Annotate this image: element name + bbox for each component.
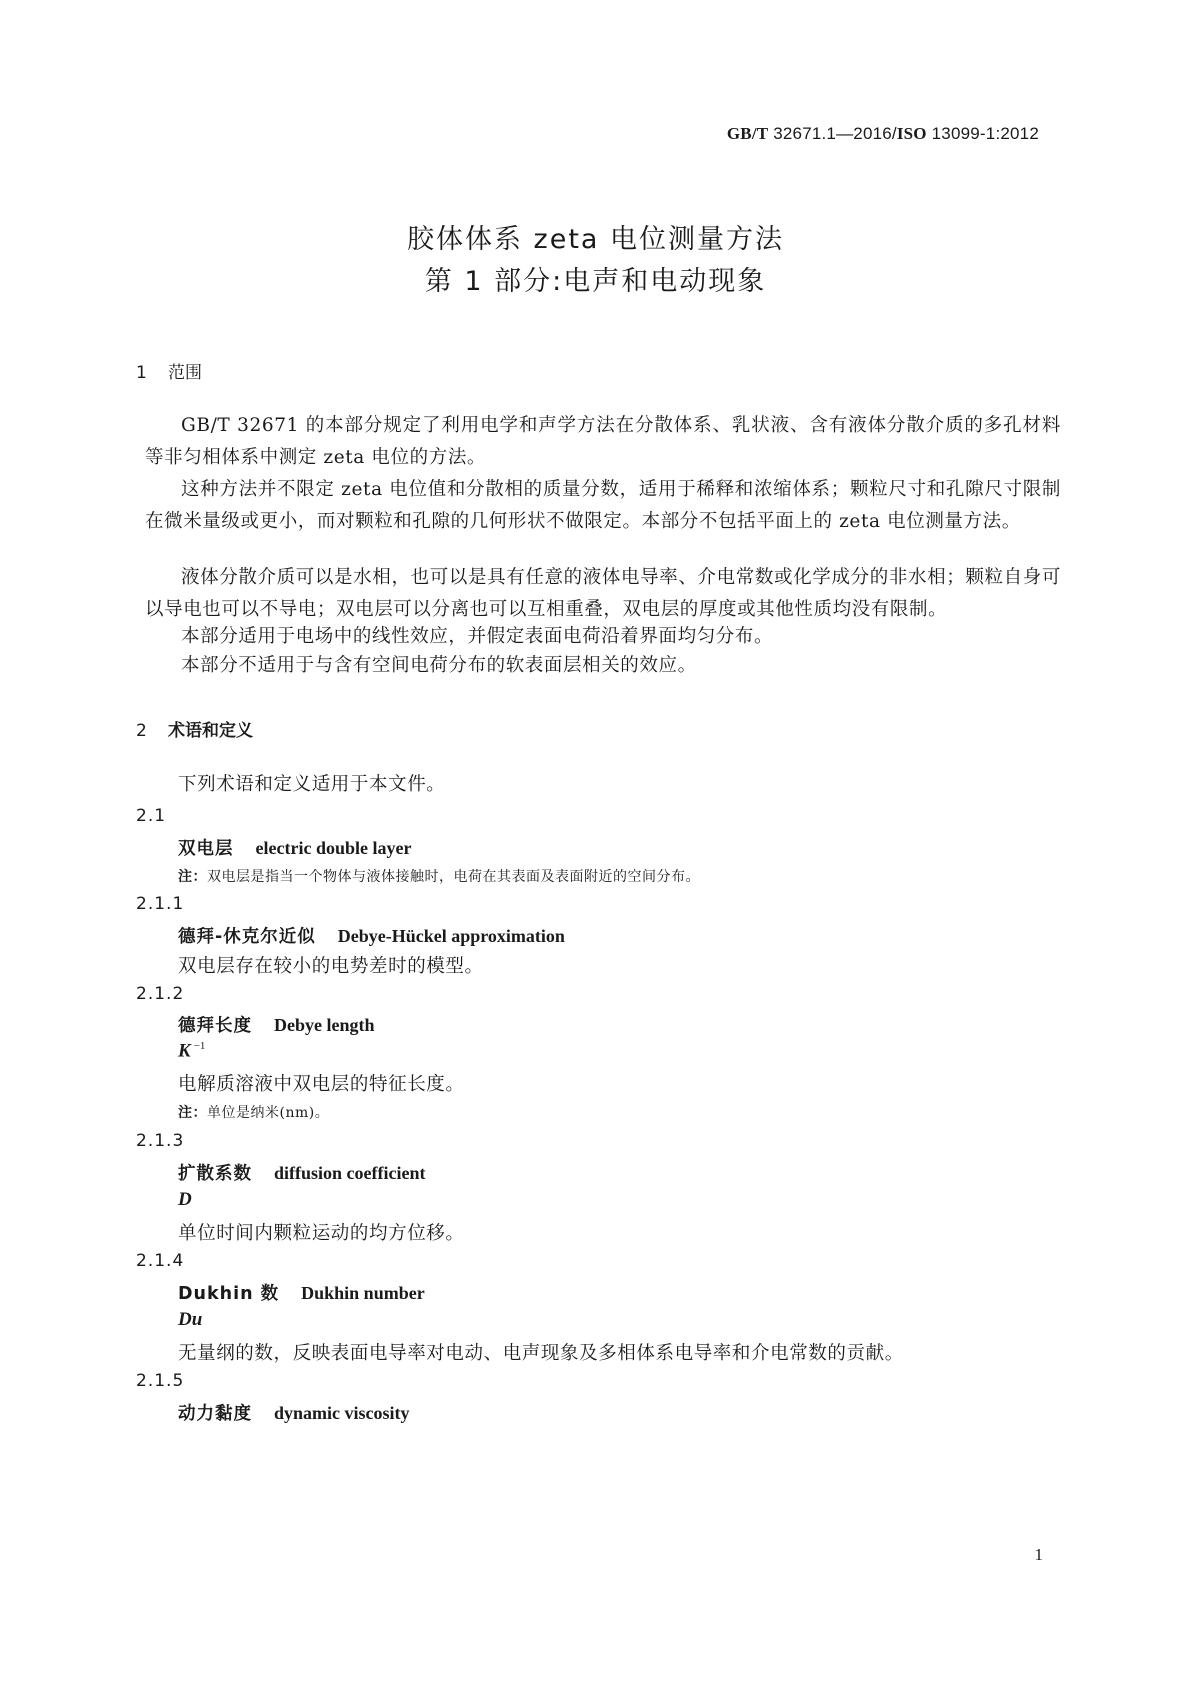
term-note — [178, 1102, 329, 1122]
term-number: 2.1.4 — [136, 1251, 185, 1271]
term-number: 2.1.3 — [136, 1131, 185, 1151]
term-definition: 双电层存在较小的电势差时的模型。 — [178, 956, 484, 977]
page-number: 1 — [1034, 1545, 1043, 1564]
term-title — [178, 923, 565, 948]
standard-code-header — [727, 124, 1039, 144]
scope-paragraph-2: 这种方法并不限定 zeta 电位值和分散相的质量分数，适用于稀释和浓缩体系；颗粒尺寸和孔隙尺寸限制在微米量级或更小，而对颗粒和孔隙的几何形状不做限定。本部分不包括平面上的 zeta 电位测量方法。 — [145, 479, 1061, 532]
document-title-line2: 第 1 部分:电声和电动现象 — [424, 266, 767, 297]
term-en: Debye length — [274, 1015, 375, 1035]
term-title — [178, 1012, 375, 1037]
term-en: Dukhin number — [301, 1283, 425, 1303]
term-number: 2.1 — [136, 806, 167, 826]
section-number: 1 — [136, 363, 147, 383]
term-en: dynamic viscosity — [274, 1403, 410, 1423]
standard-prefix: GB/T — [726, 124, 769, 143]
scope-paragraph-4: 本部分适用于电场中的线性效应，并假定表面电荷沿着界面均匀分布。 — [181, 626, 774, 647]
standard-number: 32671.1—2016/ — [768, 124, 897, 143]
scope-paragraph-3: 液体分散介质可以是水相，也可以是具有任意的液体电导率、介电常数或化学成分的非水相；颗粒自身可以导电也可以不导电；双电层可以分离也可以互相重叠，双电层的厚度或其他性质均没有限制。 — [145, 567, 1061, 620]
terms-intro: 下列术语和定义适用于本文件。 — [178, 774, 446, 795]
term-definition: 单位时间内颗粒运动的均方位移。 — [178, 1223, 465, 1244]
iso-number: 13099-1:2012 — [926, 124, 1039, 143]
term-number: 2.1.2 — [136, 984, 185, 1004]
note-label: 注： — [178, 869, 207, 885]
section-2-heading — [136, 716, 253, 741]
document-title-line1: 胶体体系 zeta 电位测量方法 — [406, 224, 785, 255]
term-title — [178, 1280, 425, 1305]
symbol-base: K — [178, 1040, 191, 1062]
section-title: 范围 — [168, 363, 202, 383]
note-label: 注： — [178, 1105, 207, 1121]
term-title — [178, 1160, 425, 1185]
term-zh: 扩散系数 — [178, 1164, 252, 1184]
term-zh: Dukhin 数 — [178, 1284, 280, 1304]
term-title — [178, 1400, 410, 1425]
term-title — [178, 835, 411, 860]
term-number: 2.1.5 — [136, 1371, 185, 1391]
term-definition: 电解质溶液中双电层的特征长度。 — [178, 1074, 465, 1095]
term-symbol: Du — [178, 1309, 203, 1330]
term-zh: 德拜长度 — [178, 1016, 252, 1036]
note-text: 单位是纳米(nm)。 — [207, 1105, 330, 1121]
term-en: Debye-Hückel approximation — [337, 926, 565, 946]
iso-prefix: ISO — [896, 124, 927, 143]
scope-paragraph-1: GB/T 32671 的本部分规定了利用电学和声学方法在分散体系、乳状液、含有液体分散介质的多孔材料等非匀相体系中测定 zeta 电位的方法。 — [145, 415, 1061, 468]
term-symbol — [178, 1040, 205, 1062]
term-zh: 双电层 — [178, 839, 234, 859]
term-en: diffusion coefficient — [274, 1163, 426, 1183]
term-note — [178, 866, 700, 886]
section-number: 2 — [136, 721, 147, 741]
term-zh: 德拜-休克尔近似 — [178, 927, 316, 947]
term-number: 2.1.1 — [136, 894, 185, 914]
section-1-heading — [136, 358, 202, 383]
term-zh: 动力黏度 — [178, 1404, 252, 1424]
term-symbol: D — [178, 1189, 192, 1210]
term-definition: 无量纲的数，反映表面电导率对电动、电声现象及多相体系电导率和介电常数的贡献。 — [178, 1343, 904, 1364]
symbol-superscript: −1 — [193, 1040, 206, 1052]
section-title: 术语和定义 — [168, 721, 253, 741]
term-en: electric double layer — [255, 838, 412, 858]
scope-paragraph-5: 本部分不适用于与含有空间电荷分布的软表面层相关的效应。 — [181, 655, 697, 676]
note-text: 双电层是指当一个物体与液体接触时，电荷在其表面及表面附近的空间分布。 — [207, 869, 700, 885]
